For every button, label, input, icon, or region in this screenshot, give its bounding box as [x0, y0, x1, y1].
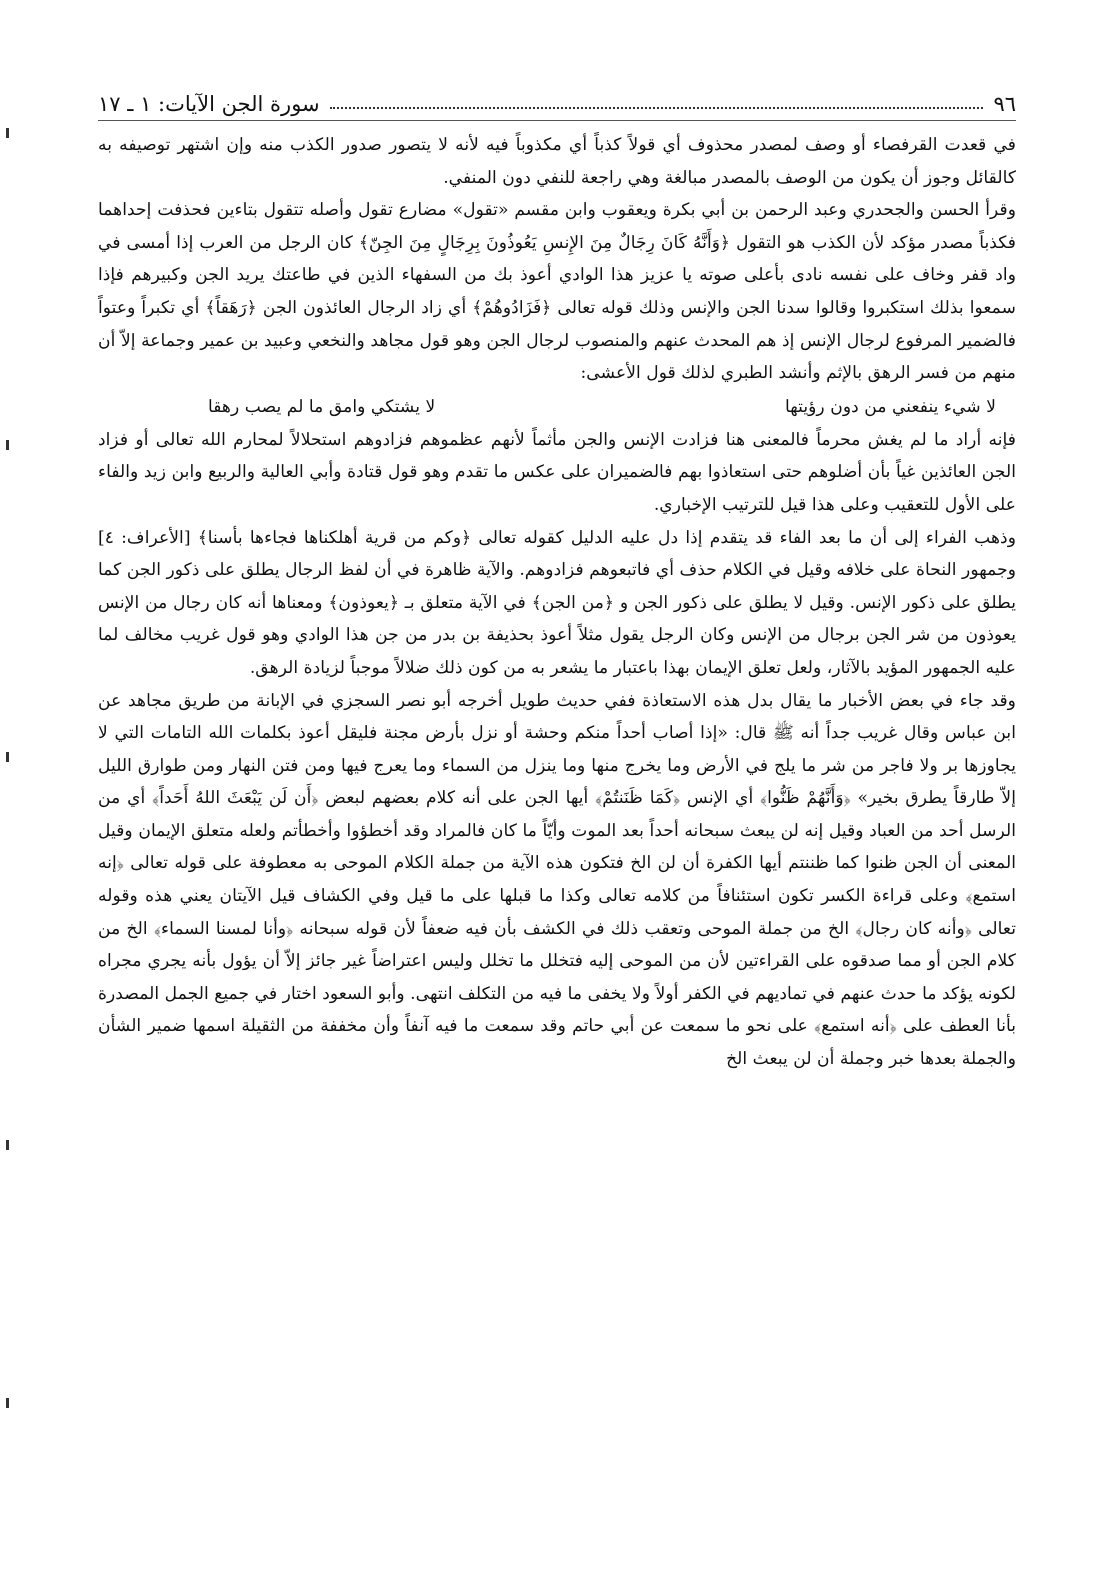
verse-first-hemistich: لا شيء ينفعني من دون رؤيتها [785, 396, 996, 417]
paragraph: وقرأ الحسن والجحدري وعبد الرحمن بن أبي بكرة ويعقوب وابن مقسم «تقول» مضارع تقول وأصله تتقول بتاءين فحذفت إحداهما فكذباً مصدر مؤكد لأن الكذب هو التقول ﴿وَأَنَّهُ كَانَ رِجَالٌ مِنَ الإِنسِ يَعُوذُونَ بِرِجَالٍ مِنَ الجِنّ﴾ كان الرجل من العرب إذا أمسى في واد قفر وخاف على نفسه نادى بأعلى صوته يا عزيز هذا الوادي أعوذ بك من السفهاء الذين في طاعتك يريد الجن وكبيرهم فإذا سمعوا بذلك استكبروا وقالوا سدنا الجن والإنس وذلك قوله تعالى ﴿فَزَادُوهُمْ﴾ أي زاد الرجال العائذون الجن ﴿رَهَقاً﴾ أي تكبراً وعتواً فالضمير المرفوع لرجال الإنس إذ هم المحدث عنهم والمنصوب لرجال الجن وهو قول مجاهد والنخعي وعبيد بن عمير وجماعة إلاّ أن منهم من فسر الرهق بالإثم وأنشد الطبري لذلك قول الأعشى: [98, 200, 1016, 384]
paragraph: فإنه أراد ما لم يغش محرماً فالمعنى هنا فزادت الإنس والجن مأثماً لأنهم عظموهم فزادوهم استحلالاً لمحارم الله تعالى أو فزاد الجن العائذين غياً بأن أضلوهم حتى استعاذوا بهم فالضميران على عكس ما تقدم وهو قول قتادة وأبي العالية والربيع وابن زيد والفاء على الأول للتعقيب وعلى هذا قيل للترتيب الإخباري. [98, 429, 1016, 515]
scan-margin-mark [6, 1398, 9, 1408]
verse-second-hemistich: لا يشتكي وامق ما لم يصب رهقا [208, 396, 436, 417]
page-number: ٩٦ [993, 92, 1016, 116]
scan-margin-mark [6, 440, 9, 450]
poetry-verse [98, 390, 1016, 424]
header-leader-dots [330, 106, 984, 109]
running-header [98, 80, 1016, 121]
paragraph: وذهب الفراء إلى أن ما بعد الفاء قد يتقدم إذا دل عليه الدليل كقوله تعالى ﴿وكم من قرية أهلكناها فجاءها بأسنا﴾ [الأعراف: ٤] وجمهور النحاة على خلافه وقيل في الكلام حذف أي فاتبعوهم فزادوهم. والآية ظاهرة في أن لفظ الرجال يطلق على ذكور الجن كما يطلق على ذكور الإنس. وقيل لا يطلق على ذكور الجن و ﴿من الجن﴾ في الآية متعلق بـ ﴿يعوذون﴾ ومعناها أنه كان رجال من الإنس يعوذون من شر الجن برجال من الإنس وكان الرجل يقول مثلاً أعوذ بحذيفة بن بدر من جن هذا الوادي وهو قول غريب مخالف لما عليه الجمهور المؤيد بالآثار، ولعل تعلق الإيمان بهذا باعتبار ما يشعر به من كون ذلك ضلالاً موجباً لزيادة الرهق. [98, 527, 1016, 678]
scan-margin-mark [6, 752, 9, 762]
scan-margin-mark [6, 1140, 9, 1150]
paragraph: وقد جاء في بعض الأخبار ما يقال بدل هذه الاستعاذة ففي حديث طويل أخرجه أبو نصر السجزي في الإبانة من طريق مجاهد عن ابن عباس وقال غريب جداً أنه ﷺ قال: «إذا أصاب أحداً منكم وحشة أو نزل بأرض مجنة فليقل أعوذ بكلمات الله التامات التي لا يجاوزها بر ولا فاجر من شر ما يلج في الأرض وما يخرج منها وما ينزل من السماء وما يعرج فيها ومن فتن النهار ومن طوارق الليل إلاّ طارقاً يطرق بخير» ﴿وَأَنَّهُمْ ظَنُّوا﴾ أي الإنس ﴿كَمَا ظَنَنتُمْ﴾ أيها الجن على أنه كلام بعضهم لبعض ﴿أَن لَن يَبْعَثَ اللهُ أَحَداً﴾ أي من الرسل أحد من العباد وقيل إنه لن يبعث سبحانه أحداً بعد الموت وأيّاً ما كان فالمراد وقد أخطؤوا وأخطأتم ولعله متعلق الإيمان وقيل المعنى أن الجن ظنوا كما ظننتم أيها الكفرة أن لن الخ فتكون هذه الآية من جملة الكلام الموحى به معطوفة على قوله تعالى ﴿إنه استمع﴾ وعلى قراءة الكسر تكون استئنافاً من كلامه تعالى وكذا ما قبلها على ما قيل وفي الكشاف قيل الآيتان يعني هذه وقوله تعالى ﴿وأنه كان رجال﴾ الخ من جملة الموحى وتعقب ذلك في الكشف بأن فيه ضعفاً لأن قوله سبحانه ﴿وأنا لمسنا السماء﴾ الخ من كلام الجن أو مما صدقوه على القراءتين لأن من الموحى إليه فتخلل ما تخلل وليس اعتراضاً غير جائز إلاّ أن يؤول بأنه يجري مجراه لكونه يؤكد ما حدث عنهم في تماديهم في الكفر أولاً ولا يخفى ما فيه من التكلف انتهى. وأبو السعود اختار في جميع الجمل المصدرة بأنا العطف على ﴿أنه استمع﴾ على نحو ما سمعت عن أبي حاتم وقد سمعت ما فيه آنفاً وأن مخففة من الثقيلة اسمها ضمير الشأن والجملة بعدها خبر وجملة أن لن يبعث الخ [98, 690, 1016, 1070]
document-page [98, 80, 1016, 1550]
paragraph: في قعدت القرفصاء أو وصف لمصدر محذوف أي قولاً كذباً أي مكذوباً فيه لأنه لا يتصور صدور الكذب منه وإن اشتهر توصيفه به كالقائل وجوز أن يكون من الوصف بالمصدر مبالغة وهي راجعة للنفي دون المنفي. [98, 135, 1016, 188]
page-body [98, 129, 1016, 1076]
surah-title: سورة الجن الآيات: ١ ـ ١٧ [98, 92, 320, 116]
scan-margin-mark [6, 128, 9, 138]
